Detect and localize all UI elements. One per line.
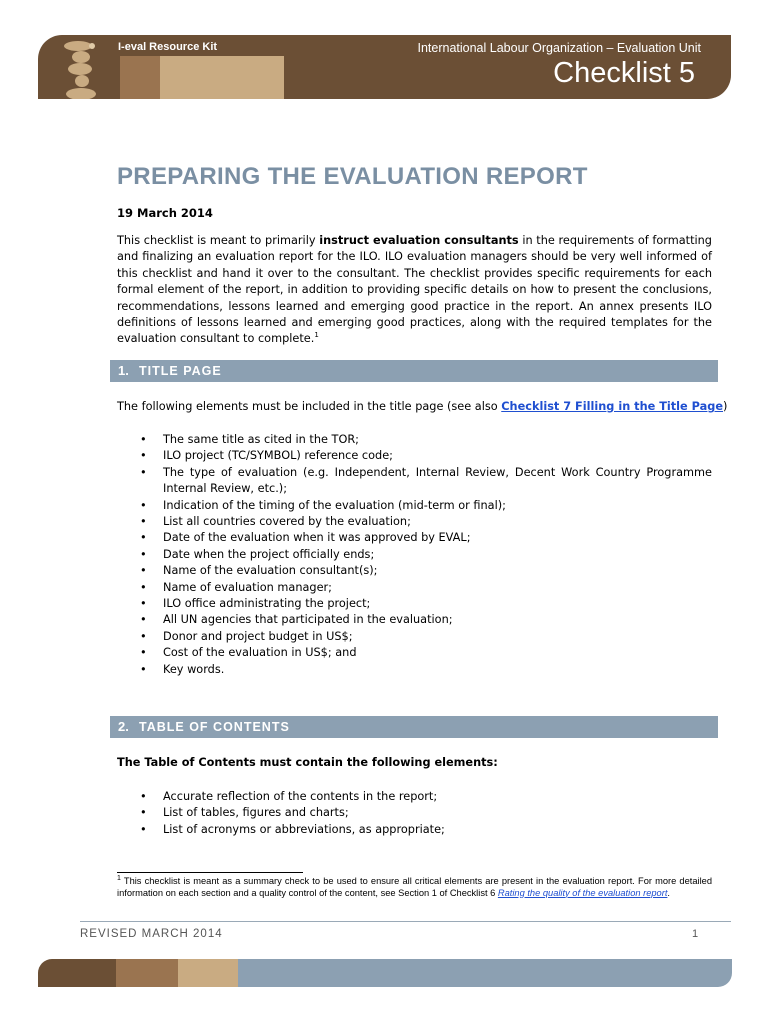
list-item: • Cost of the evaluation in US$; and xyxy=(117,645,712,661)
list-item: • The type of evaluation (e.g. Independent, Internal Review, Decent Work Country Programme Internal Review, etc.); xyxy=(117,465,712,498)
checklist-7-link[interactable]: Checklist 7 Filling in the Title Page xyxy=(501,400,723,413)
title-page-elements-list xyxy=(117,432,712,678)
list-item: • Date when the project officially ends; xyxy=(117,547,712,563)
section-number: 1. xyxy=(110,360,136,382)
footnote-end: . xyxy=(667,887,671,898)
checklist-6-link[interactable]: Rating the quality of the evaluation report xyxy=(497,887,668,898)
checklist-number: Checklist 5 xyxy=(553,57,695,89)
list-item: • List of tables, figures and charts; xyxy=(117,805,712,821)
list-item: • Indication of the timing of the evaluation (mid-term or final); xyxy=(117,498,712,514)
section-number: 2. xyxy=(110,716,136,738)
footnote-text: This checklist is meant as a summary check to be used to ensure all critical elements are present in the evaluation report. For more detailed information on each section and a quality control of the content, see Section 1 of Checklist 6 xyxy=(117,876,712,898)
list-item: • ILO office administrating the project; xyxy=(117,596,712,612)
footnote-mark: 1 xyxy=(117,874,121,882)
revision-label: REVISED MARCH 2014 xyxy=(80,928,223,940)
footer-band-brown xyxy=(38,959,116,987)
page-number: 1 xyxy=(692,928,699,940)
list-item: • Name of evaluation manager; xyxy=(117,580,712,596)
intro-text-rest: in the requirements of formatting and finalizing an evaluation report for the ILO. ILO evaluation managers should be very well informed of this checklist and hand it over to the consultant. The checklist provides specific requirements for each formal element of the report, in addition to providing specific details on how to present the conclusions, recommendations, lessons learned and emerging good practice in the report. An annex presents ILO definitions of lessons learned and emerging good practices, along with the required templates for the evaluation consultant to complete. xyxy=(117,234,712,346)
header-accent-block xyxy=(120,56,160,99)
list-item: • Date of the evaluation when it was approved by EVAL; xyxy=(117,530,712,546)
list-item: • ILO project (TC/SYMBOL) reference code; xyxy=(117,448,712,464)
section-heading-title-page xyxy=(110,360,718,382)
section-lead xyxy=(117,755,498,771)
lead-text-end: ) xyxy=(723,400,728,413)
section-title: TITLE PAGE xyxy=(139,364,222,378)
list-item: • All UN agencies that participated in the evaluation; xyxy=(117,612,712,628)
list-item: • Key words. xyxy=(117,662,712,678)
section-lead xyxy=(117,399,727,415)
list-item: • Name of the evaluation consultant(s); xyxy=(117,563,712,579)
list-item: • Accurate reflection of the contents in the report; xyxy=(117,789,712,805)
list-item: • List all countries covered by the evaluation; xyxy=(117,514,712,530)
organization-name: International Labour Organization – Evaluation Unit xyxy=(417,41,701,55)
footnote xyxy=(117,876,712,899)
intro-emphasis: instruct evaluation consultants xyxy=(319,234,519,247)
section-heading-table-of-contents xyxy=(110,716,718,738)
lead-text: The Table of Contents must contain the following elements: xyxy=(117,756,498,769)
header-banner xyxy=(38,35,731,99)
intro-text-start: This checklist is meant to primarily xyxy=(117,234,320,247)
list-item: • The same title as cited in the TOR; xyxy=(117,432,712,448)
document-title: PREPARING THE EVALUATION REPORT xyxy=(117,163,588,190)
lead-text: The following elements must be included in the title page (see also xyxy=(117,400,502,413)
header-tan-block xyxy=(160,56,284,99)
list-item: • List of acronyms or abbreviations, as appropriate; xyxy=(117,822,712,838)
footer-rule xyxy=(80,921,731,922)
stacked-stones-icon xyxy=(44,37,118,99)
document-date: 19 March 2014 xyxy=(117,206,213,220)
intro-paragraph xyxy=(117,233,712,348)
footer-band-slate xyxy=(238,959,732,987)
footer-band-tan xyxy=(178,959,238,987)
footnote-separator xyxy=(117,872,303,873)
resource-kit-label: I-eval Resource Kit xyxy=(118,41,218,53)
list-item: • Donor and project budget in US$; xyxy=(117,629,712,645)
table-of-contents-elements-list xyxy=(117,789,712,838)
footer-band-mid-brown xyxy=(116,959,178,987)
section-title: TABLE OF CONTENTS xyxy=(139,720,290,734)
footnote-reference[interactable]: 1 xyxy=(314,331,319,340)
